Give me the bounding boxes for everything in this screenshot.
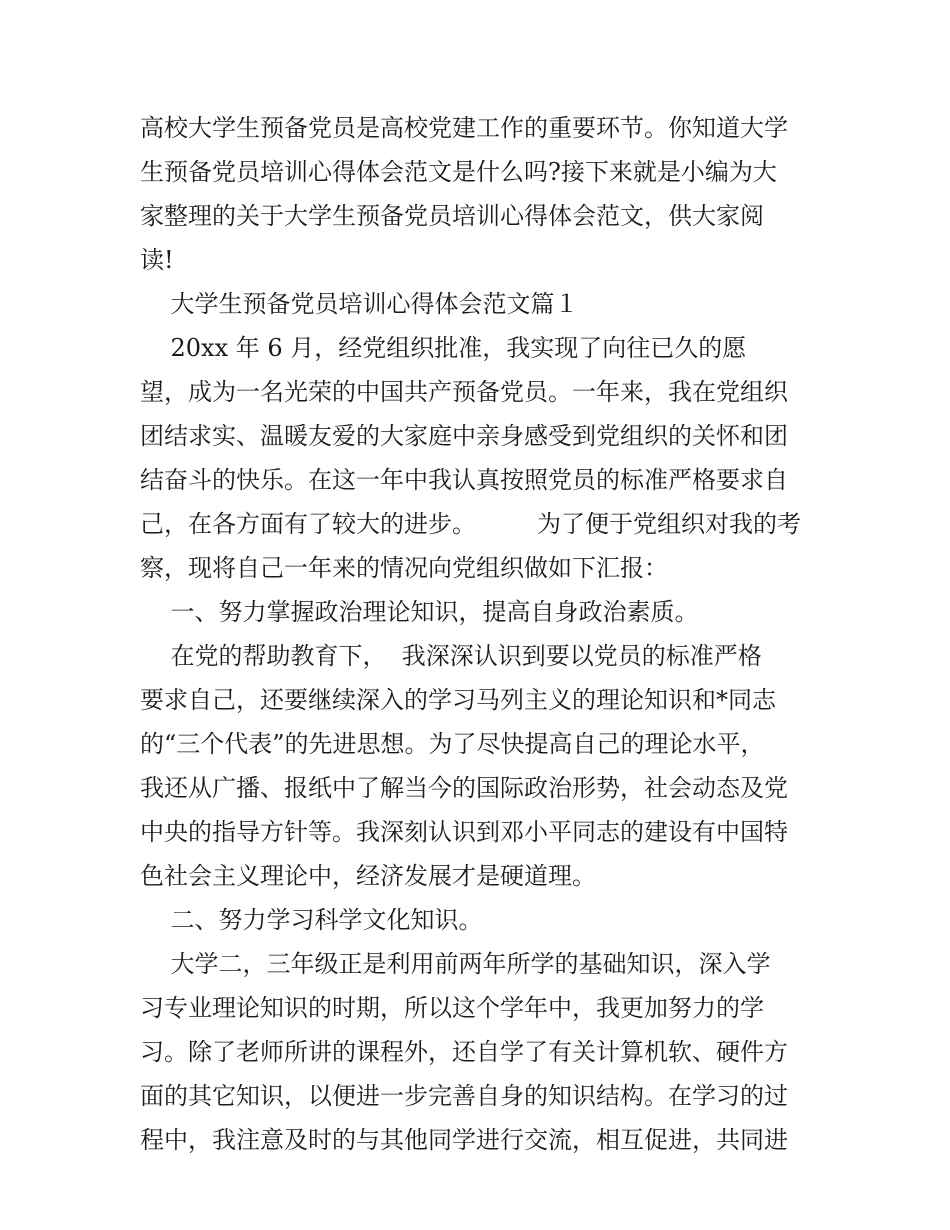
section-heading: 大学生预备党员培训心得体会范文篇１ — [140, 290, 579, 318]
text-line: 20xx 年 6 月，经党组织批准，我实现了向往已久的愿 — [140, 334, 747, 362]
text-line: 的“三个代表”的先进思想。为了尽快提高自己的理论水平， — [140, 730, 765, 758]
text-line: 大学二，三年级正是利用前两年所学的基础知识，深入学 — [140, 950, 771, 978]
text-line: 在党的帮助教育下， 我深深认识到要以党员的标准严格 — [140, 642, 762, 670]
text-line: 习专业理论知识的时期，所以这个学年中，我更加努力的学 — [140, 994, 764, 1022]
text-line: 结奋斗的快乐。在这一年中我认真按照党员的标准严格要求自 — [140, 466, 788, 494]
text-line: 读! — [140, 246, 174, 274]
text-line: 习。除了老师所讲的课程外，还自学了有关计算机软、硬件方 — [140, 1038, 788, 1066]
text-line: 中央的指导方针等。我深刻认识到邓小平同志的建设有中国特 — [140, 818, 788, 846]
text-line: 察，现将自己一年来的情况向党组织做如下汇报： — [140, 554, 668, 582]
text-line: 家整理的关于大学生预备党员培训心得体会范文，供大家阅 — [140, 202, 764, 230]
text-line: 要求自己，还要继续深入的学习马列主义的理论知识和*同志 — [140, 686, 776, 714]
text-line: 面的其它知识，以便进一步完善自身的知识结构。在学习的过 — [140, 1082, 788, 1110]
text-line: 我还从广播、报纸中了解当今的国际政治形势，社会动态及党 — [140, 774, 788, 802]
text-line: 望，成为一名光荣的中国共产预备党员。一年来，我在党组织 — [140, 378, 788, 406]
section-heading: 一、努力掌握政治理论知识，提高自身政治素质。 — [140, 598, 699, 626]
text-line: 生预备党员培训心得体会范文是什么吗?接下来就是小编为大 — [140, 158, 777, 186]
text-line: 程中，我注意及时的与其他同学进行交流，相互促进，共同进 — [140, 1126, 788, 1154]
text-line: 高校大学生预备党员是高校党建工作的重要环节。你知道大学 — [140, 114, 788, 142]
document-body — [140, 106, 820, 1162]
text-line: 己，在各方面有了较大的进步。 为了便于党组织对我的考 — [140, 510, 802, 538]
text-line: 团结求实、温暖友爱的大家庭中亲身感受到党组织的关怀和团 — [140, 422, 788, 450]
text-line: 色社会主义理论中，经济发展才是硬道理。 — [140, 862, 596, 890]
section-heading: 二、努力学习科学文化知识。 — [140, 906, 483, 934]
